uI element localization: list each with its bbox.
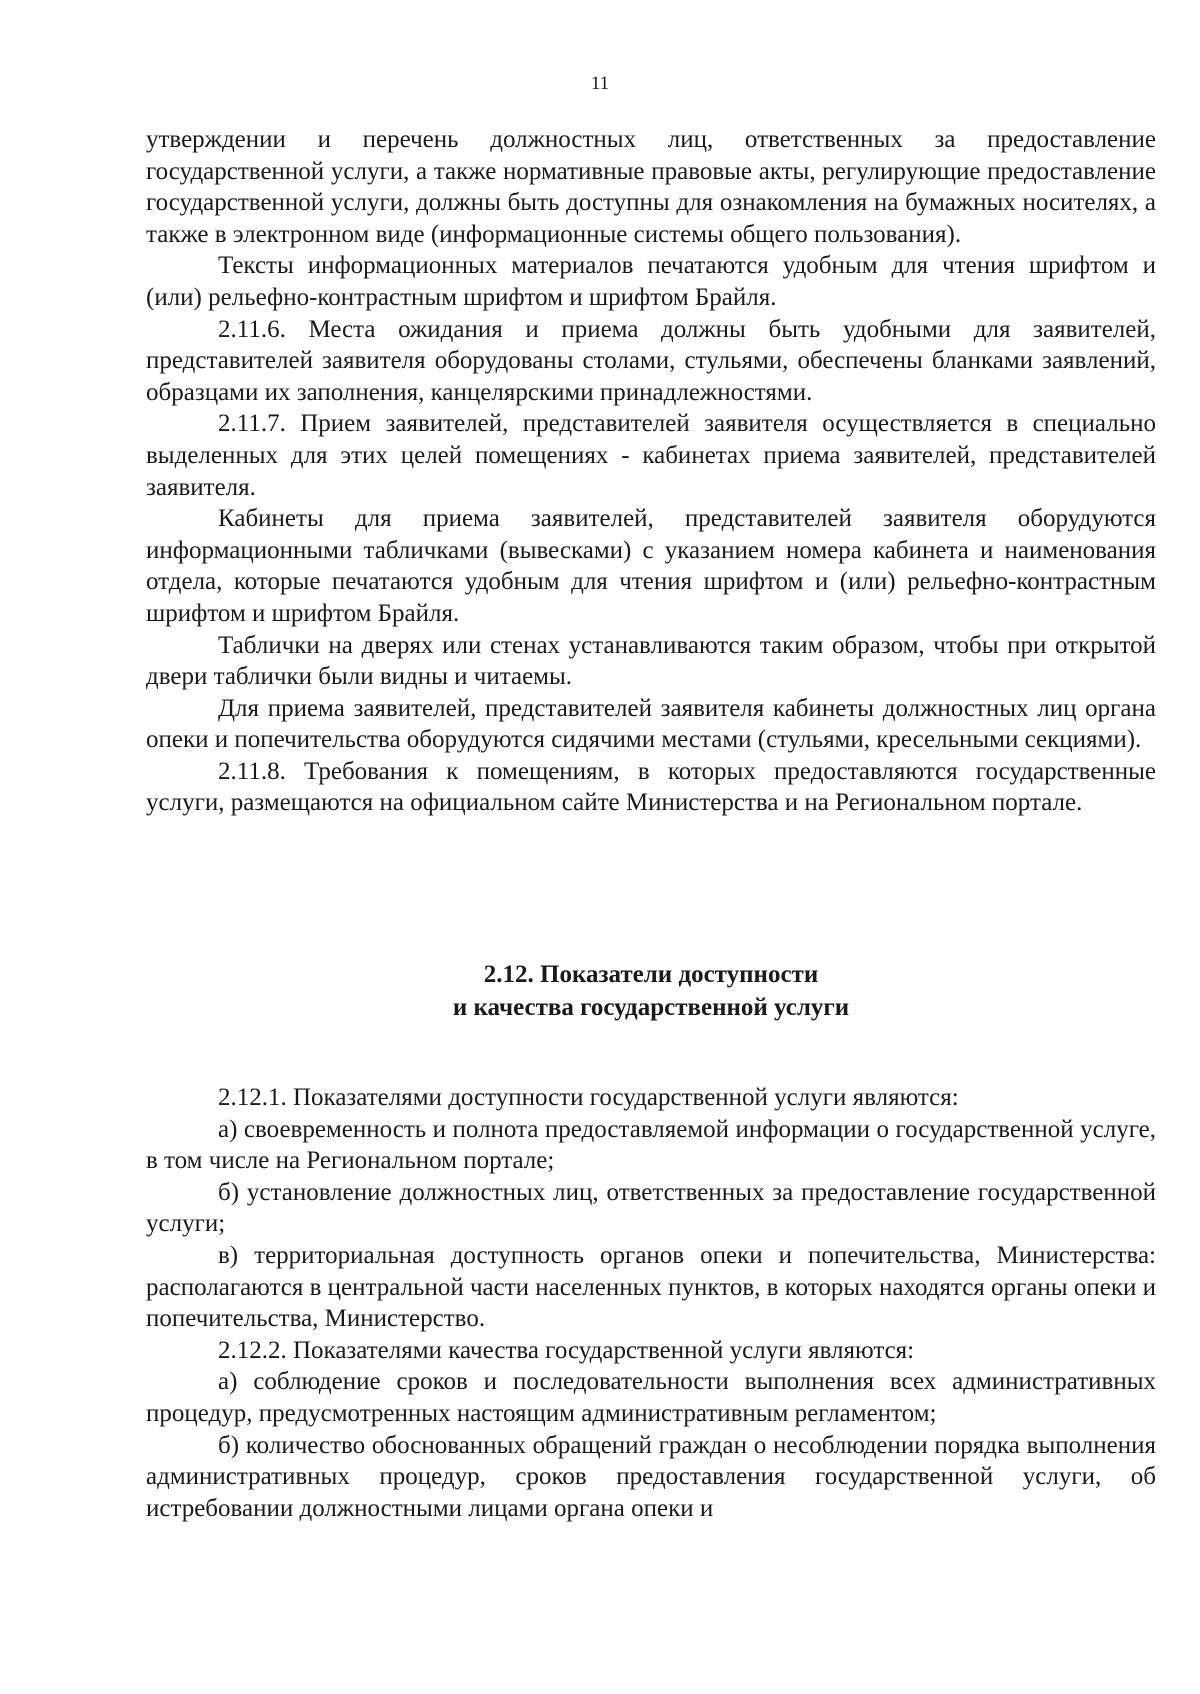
page-number: 11 (590, 73, 610, 94)
paragraph-2-11-6: 2.11.6. Места ожидания и приема должны быть удобными для заявителей, представителей заявителя оборудованы столами, стульями, обеспечены бланками заявлений, образцами их заполнения, канцелярскими принадлежностями. (146, 315, 1156, 406)
section-heading-line-2: и качества государственной услуги (452, 994, 850, 1021)
list-item-b: б) установление должностных лиц, ответственных за предоставление государственной услуги; (146, 1178, 1156, 1238)
paragraph-2-12-2: 2.12.2. Показателями качества государственной услуги являются: (218, 1336, 915, 1364)
list-item-a: а) соблюдение сроков и последовательности выполнения всех административных процедур, предусмотренных настоящим административным регламентом; (146, 1368, 1156, 1427)
paragraph: Для приема заявителей, представителей заявителя кабинеты должностных лиц органа опеки и попечительства оборудуются сидячими местами (стульями, кресельными секциями). (146, 694, 1156, 754)
list-item-b: б) количество обоснованных обращений граждан о несоблюдении порядка выполнения административных процедур, сроков предоставления государственной услуги, об истребовании должностными лицами органа опеки и (146, 1431, 1156, 1522)
paragraph: Таблички на дверях или стенах устанавливаются таким образом, чтобы при открытой двери таблички были видны и читаемы. (146, 631, 1156, 691)
bottom-text-block (146, 1082, 1156, 1524)
list-item-a: а) своевременность и полнота предоставляемой информации о государственной услуге, в том числе на Региональном портале; (146, 1115, 1156, 1175)
paragraph: Кабинеты для приема заявителей, представителей заявителя оборудуются информационными табличками (вывесками) с указанием номера кабинета и наименования отдела, которые печатаются удобным для чтения шрифтом и (или) рельефно-контрастным шрифтом и шрифтом Брайля. (146, 505, 1156, 627)
paragraph: Тексты информационных материалов печатаются удобным для чтения шрифтом и (или) рельефно-контрастным шрифтом и шрифтом Брайля. (146, 252, 1156, 311)
section-heading (146, 958, 1156, 1024)
paragraph: утверждении и перечень должностных лиц, ответственных за предоставление государственной услуги, а также нормативные правовые акты, регулирующие предоставление государственной услуги, должны быть доступны для ознакомления на бумажных носителях, а также в электронном виде (информационные системы общего пользования). (146, 126, 1156, 248)
paragraph-2-11-8: 2.11.8. Требования к помещениям, в которых предоставляются государственные услуги, размещаются на официальном сайте Министерства и на Региональном портале. (146, 757, 1156, 817)
list-item-v: в) территориальная доступность органов опеки и попечительства, Министерства: располагаются в центральной части населенных пунктов, в которых находятся органы опеки и попечительства, Министерство. (146, 1241, 1156, 1333)
section-heading-line-1: 2.12. Показатели доступности (483, 961, 819, 988)
top-text-block (146, 124, 1156, 819)
paragraph-2-12-1: 2.12.1. Показателями доступности государственной услуги являются: (218, 1084, 959, 1111)
paragraph-2-11-7: 2.11.7. Прием заявителей, представителей заявителя осуществляется в специально выделенных для этих целей помещениях - кабинетах приема заявителей, представителей заявителя. (146, 410, 1156, 501)
